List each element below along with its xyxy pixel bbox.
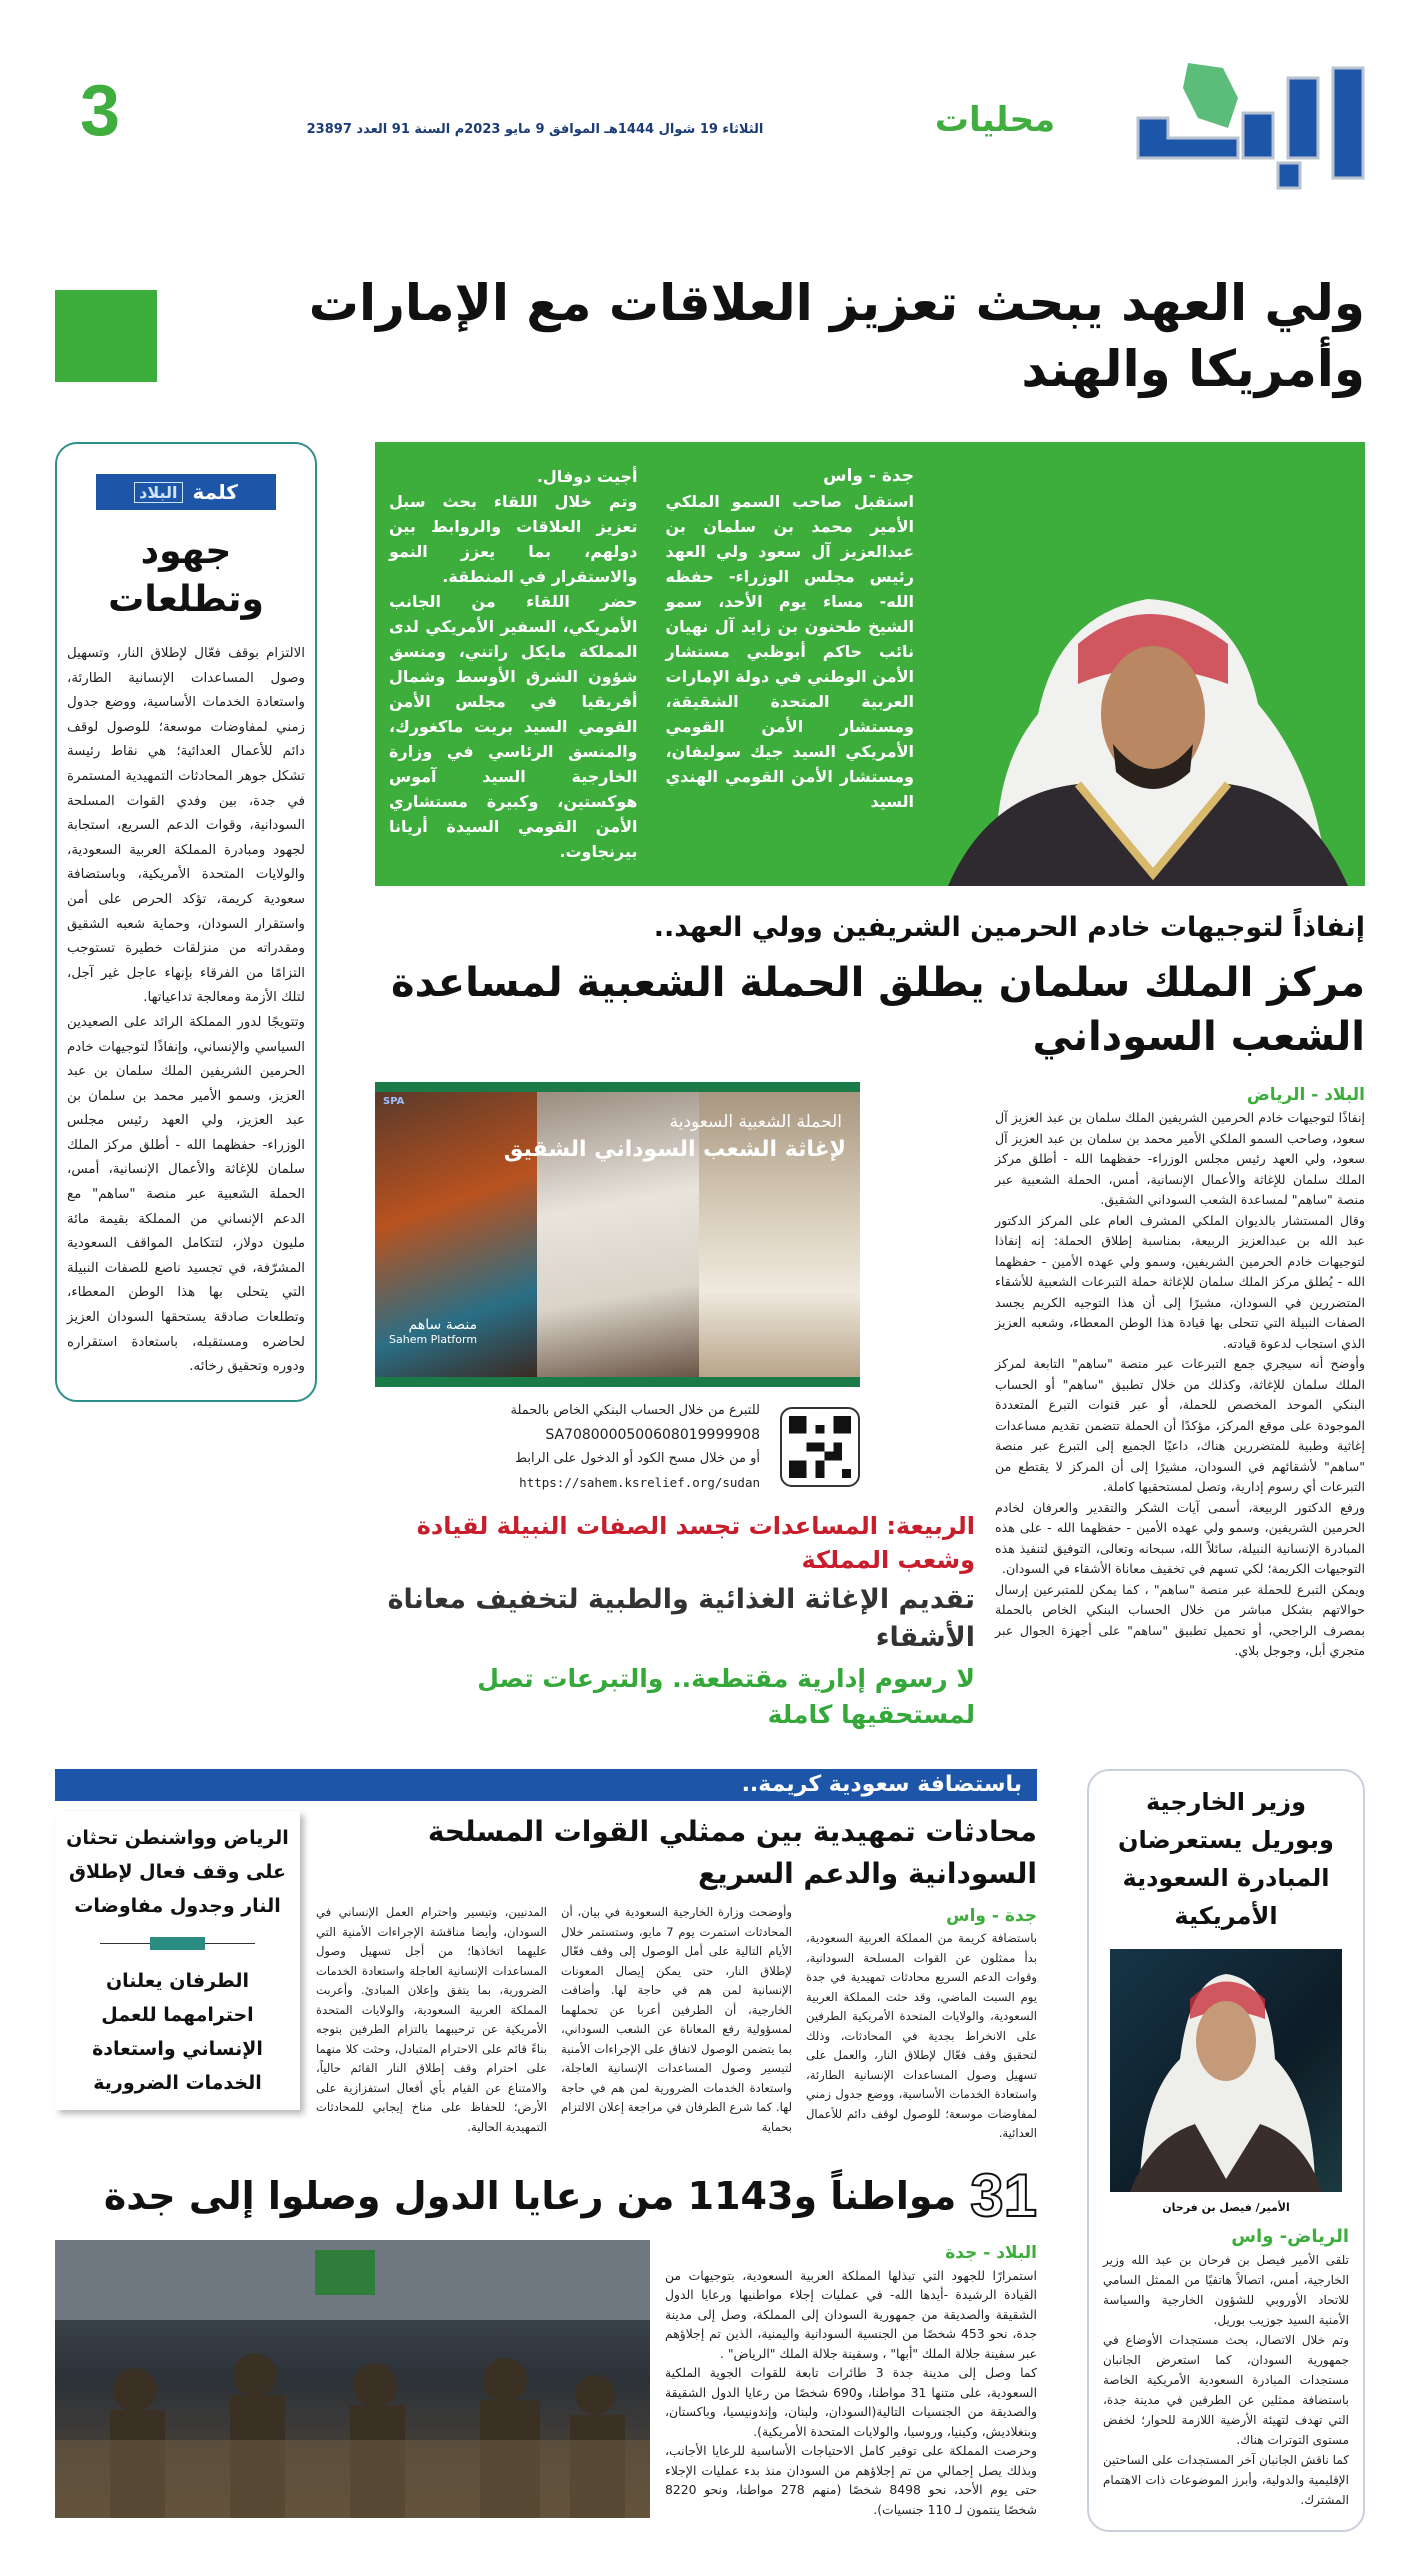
issue-dateline: الثلاثاء 19 شوال 1444هـ الموافق 9 مايو 2023م السنة 91 العدد 23897 [306, 122, 764, 137]
evac-dateline: البلاد - جدة [945, 2242, 1037, 2263]
campaign-kicker: إنفاذاً لتوجيهات خادم الحرمين الشريفين وولي العهد.. [653, 912, 1365, 943]
talks-story [55, 1811, 1037, 2144]
poster-title-1: الحملة الشعبية السعودية [669, 1112, 842, 1132]
spa-logo: SPA [383, 1096, 405, 1107]
foreign-minister-photo [1110, 1949, 1342, 2192]
qr-label: أو من خلال مسح الكود أو الدخول على الرابط [515, 1451, 760, 1466]
talks-col-1 [806, 1903, 1037, 2144]
talks-dateline: جدة - واس [946, 1906, 1037, 1926]
bank-label: للتبرع من خلال الحساب البنكي الخاص بالحملة [510, 1403, 760, 1418]
badge-logo: البلاد [134, 482, 182, 503]
donation-row [375, 1399, 860, 1495]
page-number: 3 [80, 71, 121, 151]
divider-accent [150, 1937, 205, 1950]
editorial-paragraph: الالتزام بوقف فعّال لإطلاق النار، وتسهيل وصول المساعدات الإنسانية الطارئة، واستعادة الخدمات الأساسية، ووضع جدول زمني لمفاوضات موسعة؛ للوصول لوقف دائم للأعمال العدائية؛ هي نقاط رئيسة تشكل جوهر المحادثات التمهيدية المستمرة في جدة، بين وفدي القوات المسلحة السودانية، وقوات الدعم السريع، استجابة لجهود ومبادرة المملكة العربية السعودية، والولايات المتحدة الأمريكية، وباستضافة سعودية كريمة، تؤكد الحرص على أمن واستقرار السودان، وحماية شعبه الشقيق ومقدراته من منزلقات خطيرة تستوجب التزامًا من الفرقاء بإنهاء عاجل غير آجل، لتلك الأزمة ومعالجة تداعياتها. [67, 646, 305, 1006]
editorial-column-box [55, 442, 317, 1402]
campaign-paragraph: إنفاذًا لتوجيهات خادم الحرمين الشريفين الملك سلمان بن عبد العزيز آل سعود، وصاحب السمو الملكي الأمير محمد بن سلمان بن عبد العزيز آل سعود، ولي العهد رئيس مجلس الوزراء- حفظهما الله - أطلق مركز الملك سلمان للإغاثة والأعمال الإنسانية، أمس، الحملة الشعبية عبر منصة "ساهم" لمساعدة الشعب السوداني الشقيق. [995, 1110, 1365, 1207]
talks-paragraph: المدنيين، وتيسير واحترام العمل الإنساني في السودان، وأيضا مناقشة الإجراءات الأمنية التي عليهما اتخاذها؛ من أجل تسهيل وصول المساعدات الإنسانية العاجلة واستعادة الخدمات الضرورية، بما يتفق وإعلان المبادئ. وأعربت المملكة العربية السعودية، والولايات المتحدة الأمريكية عن ترحيبهما بالتزام الطرفين بتوجه بناءً قائم على الاحترام المتبادل، وحثت كلا منهما على احترام وقف إطلاق النار القائم حالياً، والامتناع عن القيام بأي أفعال استفزازية على الأرض؛ للحفاظ على مناخ إيجابي للمحادثات التمهيدية الحالية. [316, 1905, 547, 2134]
lead-story-col1 [652, 442, 929, 886]
headline-number: 31 [970, 2161, 1037, 2229]
lead-paragraph: وتم خلال اللقاء بحث سبل تعزيز العلاقات والروابط بين دولهم، بما يعزز النمو والاستقرار في المنطقة. [389, 492, 638, 586]
section-title: محليات [934, 100, 1056, 140]
headline-text: مواطناً و1143 من رعايا الدول وصلوا إلى جدة [103, 2173, 957, 2218]
lead-story-box [375, 442, 1365, 886]
fm-headline[interactable]: وزير الخارجية وبوريل يستعرضان المبادرة السعودية الأمريكية [1118, 1788, 1334, 1930]
bottom-main [55, 1769, 1037, 2519]
divider-row [65, 1937, 290, 1950]
fm-paragraph: وتم خلال الاتصال، بحث مستجدات الأوضاع في جمهورية السودان، كما استعرض الجانبان مستجدات المبادرة السعودية الأمريكية الخاصة باستضافة ممثلين عن الطرفين في مدينة جدة، التي تهدف لتهيئة الأرضية اللازمة للحوار؛ لخفض مستوى التوترات هناك. [1103, 2333, 1349, 2447]
lead-paragraph: استقبل صاحب السمو الملكي الأمير محمد بن سلمان بن عبدالعزيز آل سعود ولي العهد رئيس مجلس الوزراء- حفظه الله- مساء يوم الأحد، سمو الشيخ طحنون بن زايد آل نهيان نائب حاكم أبوظبي مستشار الأمن الوطني في دولة الإمارات العربية المتحدة الشقيقة، ومستشار الأمن القومي الأمريكي السيد جيك سوليفان، ومستشار الأمن القومي الهندي السيد [665, 492, 914, 811]
talks-col-2 [561, 1903, 792, 2144]
poster-photo-3 [699, 1092, 860, 1377]
fm-story-box [1087, 1769, 1365, 2532]
subhead-red: الربيعة: المساعدات تجسد الصفات النبيلة لقيادة وشعب المملكة [416, 1512, 975, 1574]
campaign-story [375, 1082, 1365, 1733]
talks-headline[interactable]: محادثات تمهيدية بين ممثلي القوات المسلحة السودانية والدعم السريع [427, 1815, 1037, 1890]
talks-paragraph: باستضافة كريمة من المملكة العربية السعودية، بدأ ممثلون عن القوات المسلحة السودانية، وقوات الدعم السريع محادثات تمهيدية في جدة يوم السبت الماضي، وقد حثت المملكة العربية السعودية، والولايات المتحدة الأمريكية الطرفين على الانخراط بجدية في المحادثات، وذلك لتحقيق وقف فعّال لإطلاق النار، والعمل على تسهيل وصول المساعدات الإنسانية الطارئة، واستعادة الخدمات الأساسية، ووضع جدول زمني لمفاوضات موسعة؛ للوصول لوقف دائم للأعمال العدائية. [806, 1931, 1037, 2140]
badge-word: كلمة [192, 480, 238, 504]
poster-photo-2 [537, 1092, 699, 1377]
lead-paragraph: أجيت دوفال. [536, 467, 638, 486]
fm-body [1103, 2224, 1349, 2510]
lead-headline[interactable]: ولي العهد يبحث تعزيز العلاقات مع الإمارات وأمريكا والهند [308, 274, 1365, 398]
evac-paragraph: وحرصت المملكة على توفير كامل الاحتياجات الأساسية للرعايا الأجانب، وبذلك يصل إجمالي من تم إجلاؤهم من السودان منذ بدء عمليات الإجلاء حتى يوم الأحد، نحو 8498 شخصًا (منهم 278 مواطنا، ونحو 8220 شخصًا ينتمون لـ 110 جنسيات). [665, 2443, 1037, 2517]
lead-story-col2 [375, 442, 652, 886]
main-stories [375, 442, 1365, 1733]
campaign-paragraph: وقال المستشار بالديوان الملكي المشرف العام على المركز الدكتور عبد الله بن عبدالعزيز الربيعة، بمناسبة إطلاق الحملة: إنه إنفاذا لتوجيهات خادم الحرمين الشريفين، وسمو ولي عهده الأمين - حفظهما الله - يُطلق مركز الملك سلمان للإغاثة حملة التبرعات الشعبية للأشقاء المتضررين في السودان، مشيرًا إلى أن هذا التوجيه الكريم يجسد الصفات النبيلة التي تتحلى بها قيادة هذا الوطن المعطاء، وشعبه العزيز الذي استجاب لدعوة قيادته. [995, 1212, 1365, 1351]
donation-info [375, 1399, 760, 1495]
sahem-en: Sahem Platform [389, 1333, 478, 1346]
newspaper-logo[interactable] [1128, 58, 1373, 193]
sidebar-headline-1: الرياض وواشنطن تحثان على وقف فعال لإطلاق النار وجدول مفاوضات [66, 1827, 289, 1917]
sahem-ar: منصة ساهم [408, 1317, 478, 1333]
evacuation-headline[interactable] [55, 2161, 1037, 2229]
lead-paragraph: حضر اللقاء من الجانب الأمريكي، السفير الأمريكي لدى المملكة مايكل راتني، ومنسق شؤون الشرق الأوسط وشمال أفريقيا في مجلس الأمن القومي السيد بريت ماكغورك، والمنسق الرئاسي في وزارة الخارجية السيد آموس هوكستين، وكبيرة مستشاري الأمن القومي السيدة أريانا بيرنجاوت. [389, 592, 638, 861]
talks-col-3 [316, 1903, 547, 2144]
fm-paragraph: كما ناقش الجانبان آخر المستجدات على الساحتين الإقليمية والدولية، وأبرز الموضوعات ذات الاهتمام المشترك. [1103, 2453, 1349, 2507]
editorial-body [67, 642, 305, 1380]
evac-paragraph: استمرارًا للجهود التي تبذلها المملكة العربية السعودية، بتوجيهات من القيادة الرشيدة -أيدها الله- في عمليات إجلاء مواطنيها ورعايا الدول الشقيقة والصديقة من جمهورية السودان إلى المملكة، وصل إلى مدينة جدة، نحو 453 شخصًا من الجنسية السودانية واليمنية، الذين تم إجلاؤهم عبر سفينة جلالة الملك "أبها" ، وسفينة جلالة الملك "الرياض" . [665, 2267, 1037, 2361]
subhead-dark: تقديم الإغاثة الغذائية والطبية لتخفيف معاناة الأشقاء [387, 1584, 975, 1653]
fm-dateline: الرياض- واس [1231, 2226, 1349, 2247]
lead-headline-row [55, 270, 1365, 402]
bottom-section [55, 1769, 1365, 2532]
talks-main [316, 1811, 1037, 2144]
editorial-paragraph: وتتويجًا لدور المملكة الرائد على الصعيدين السياسي والإنساني، وإنفاذًا لتوجيهات خادم الحرمين الشريفين الملك سلمان بن عبد العزيز، وسمو الأمير محمد بن سلمان بن عبد العزيز، ولي العهد رئيس مجلس الوزراء- حفظهما الله - أطلق مركز الملك سلمان للإغاثة والأعمال الإنسانية، أمس، الحملة الشعبية عبر منصة "ساهم" مع الدعم الإنساني من المملكة بقيمة مائة مليون دولار، لتتكامل المواقف السعودية المشرّفة، في تجسيد ناصع للصفات النبيلة التي يتحلى بها هذا الوطن المعطاء، وتطلعات صادقة يستحقها السودان العزيز لحاضره ومستقبله، باستعادة استقراره ودوره وتحقيق رخائه. [67, 1014, 305, 1375]
iban: SA7080000500608019999908 [545, 1427, 760, 1443]
campaign-body [995, 1082, 1365, 1662]
campaign-paragraph: ويمكن التبرع للحملة عبر منصة "ساهم" ، كما يمكن للمتبرعين إرسال حوالاتهم بشكل مباشر من خلال الحساب البنكي الخاص بالحملة بمصرف الراجحي، أو تحميل تطبيق "ساهم" على أجهزة الجوال عبر متجري أبل، وجوجل بلاي. [995, 1581, 1365, 1658]
subhead-green: لا رسوم إدارية مقتطعة.. والتبرعات تصل لمستحقيها كاملة [477, 1664, 975, 1729]
masthead [0, 0, 1420, 200]
poster-title-2: لإغاثة الشعب السوداني الشقيق [503, 1137, 846, 1162]
top-section [55, 442, 1365, 1733]
photo-caption: الأمير/ فيصل بن فرحان [1162, 2201, 1290, 2214]
headline-accent-block [55, 290, 157, 382]
talks-banner: باستضافة سعودية كريمة.. [55, 1769, 1037, 1801]
qr-code-icon[interactable] [780, 1407, 860, 1487]
crown-prince-photo [928, 442, 1365, 886]
campaign-paragraph: ورفع الدكتور الربيعة، أسمى آيات الشكر والتقدير والعرفان لخادم الحرمين الشريفين، وسمو ولي عهده الأمين - حفظهما الله - على هذه المبادرة الإنسانية النبيلة، سائلاً الله، سبحانه وتعالى، التوفيق لتنفيذ هذه التوجيهات الكريمة؛ لكي تسهم في تخفيف معاناة الأشقاء في السودان. [995, 1499, 1365, 1576]
talks-paragraph: وأوضحت وزارة الخارجية السعودية في بيان، أن المحادثات استمرت يوم 7 مايو، وستستمر خلال الأيام التالية على أمل الوصول إلى وقف فعّال لإطلاق النار، حتى يمكن إيصال المعونات الإنسانية لمن هم في حاجة لها. وأضافت الخارجية، أن الطرفين أعربا عن تحملهما لمسؤولية رفع المعاناة عن الشعب السوداني، بما يتضمن الوصول لاتفاق على الإجراءات الأمنية لتيسير وصول المساعدات الإنسانية العاجلة، واستعادة الخدمات الضرورية لمن هم في حاجة لها. كما شرع الطرفان في مراجعة إعلان الالتزام بحماية [561, 1905, 792, 2134]
campaign-poster [375, 1082, 860, 1387]
lead-dateline: جدة - واس [823, 466, 914, 486]
evacuation-story [55, 2240, 1037, 2520]
campaign-paragraph: وأوضح أنه سيجري جمع التبرعات عبر منصة "ساهم" التابعة لمركز الملك سلمان للإغاثة، وكذلك من خلال تطبيق "ساهم" أو الحساب البنكي الموحد المخصص للحملة، أو عبر قنوات التبرع المتعددة الموجودة على موقع المركز، مؤكدًا أن الحملة تتضمن تقديم مساعدات إغاثية وطبية للمتضررين هناك، داعيًا الجميع إلى التبرع عبر منصة "ساهم" لأشقائهم في السودان، مشيرًا إلى أن المركز لا يقتطع من التبرعات أي رسوم إدارية، وتصل لمستحقيها كاملة. [995, 1356, 1365, 1494]
talks-columns [316, 1903, 1037, 2144]
evacuation-photo [55, 2240, 650, 2518]
evacuation-body [665, 2240, 1037, 2520]
donation-link[interactable]: https://sahem.ksrelief.org/sudan [519, 1475, 760, 1490]
talks-sidebar [55, 1811, 300, 2110]
sahem-logo [389, 1317, 477, 1346]
editorial-badge [96, 474, 276, 510]
campaign-dateline: البلاد - الرياض [1246, 1085, 1365, 1105]
campaign-visuals [375, 1082, 975, 1733]
evac-paragraph: كما وصل إلى مدينة جدة 3 طائرات تابعة للقوات الجوية الملكية السعودية، على متنها 31 مواطنا، و690 شخصًا من رعايا الدول الشقيقة والصديقة من الجنسيات التالية(السودان، ولبنان، وإندونيسيا، وباكستان، وبنغلاديش، وكينيا، وروسيا، والولايات المتحدة الأمريكية). [665, 2365, 1038, 2439]
campaign-headline[interactable]: مركز الملك سلمان يطلق الحملة الشعبية لمساعدة الشعب السوداني [391, 960, 1365, 1060]
editorial-title[interactable]: جهود وتطلعات [108, 531, 264, 620]
fm-paragraph: تلقى الأمير فيصل بن فرحان بن عبد الله وزير الخارجية، أمس، اتصالاً هاتفيًا من الممثل السامي للاتحاد الأوروبي للشؤون الخارجية والسياسة الأمنية السيد جوزيب بوريل. [1103, 2253, 1349, 2327]
sidebar-headline-2: الطرفان يعلنان احترامهما للعمل الإنساني واستعادة الخدمات الضرورية [92, 1970, 263, 2094]
